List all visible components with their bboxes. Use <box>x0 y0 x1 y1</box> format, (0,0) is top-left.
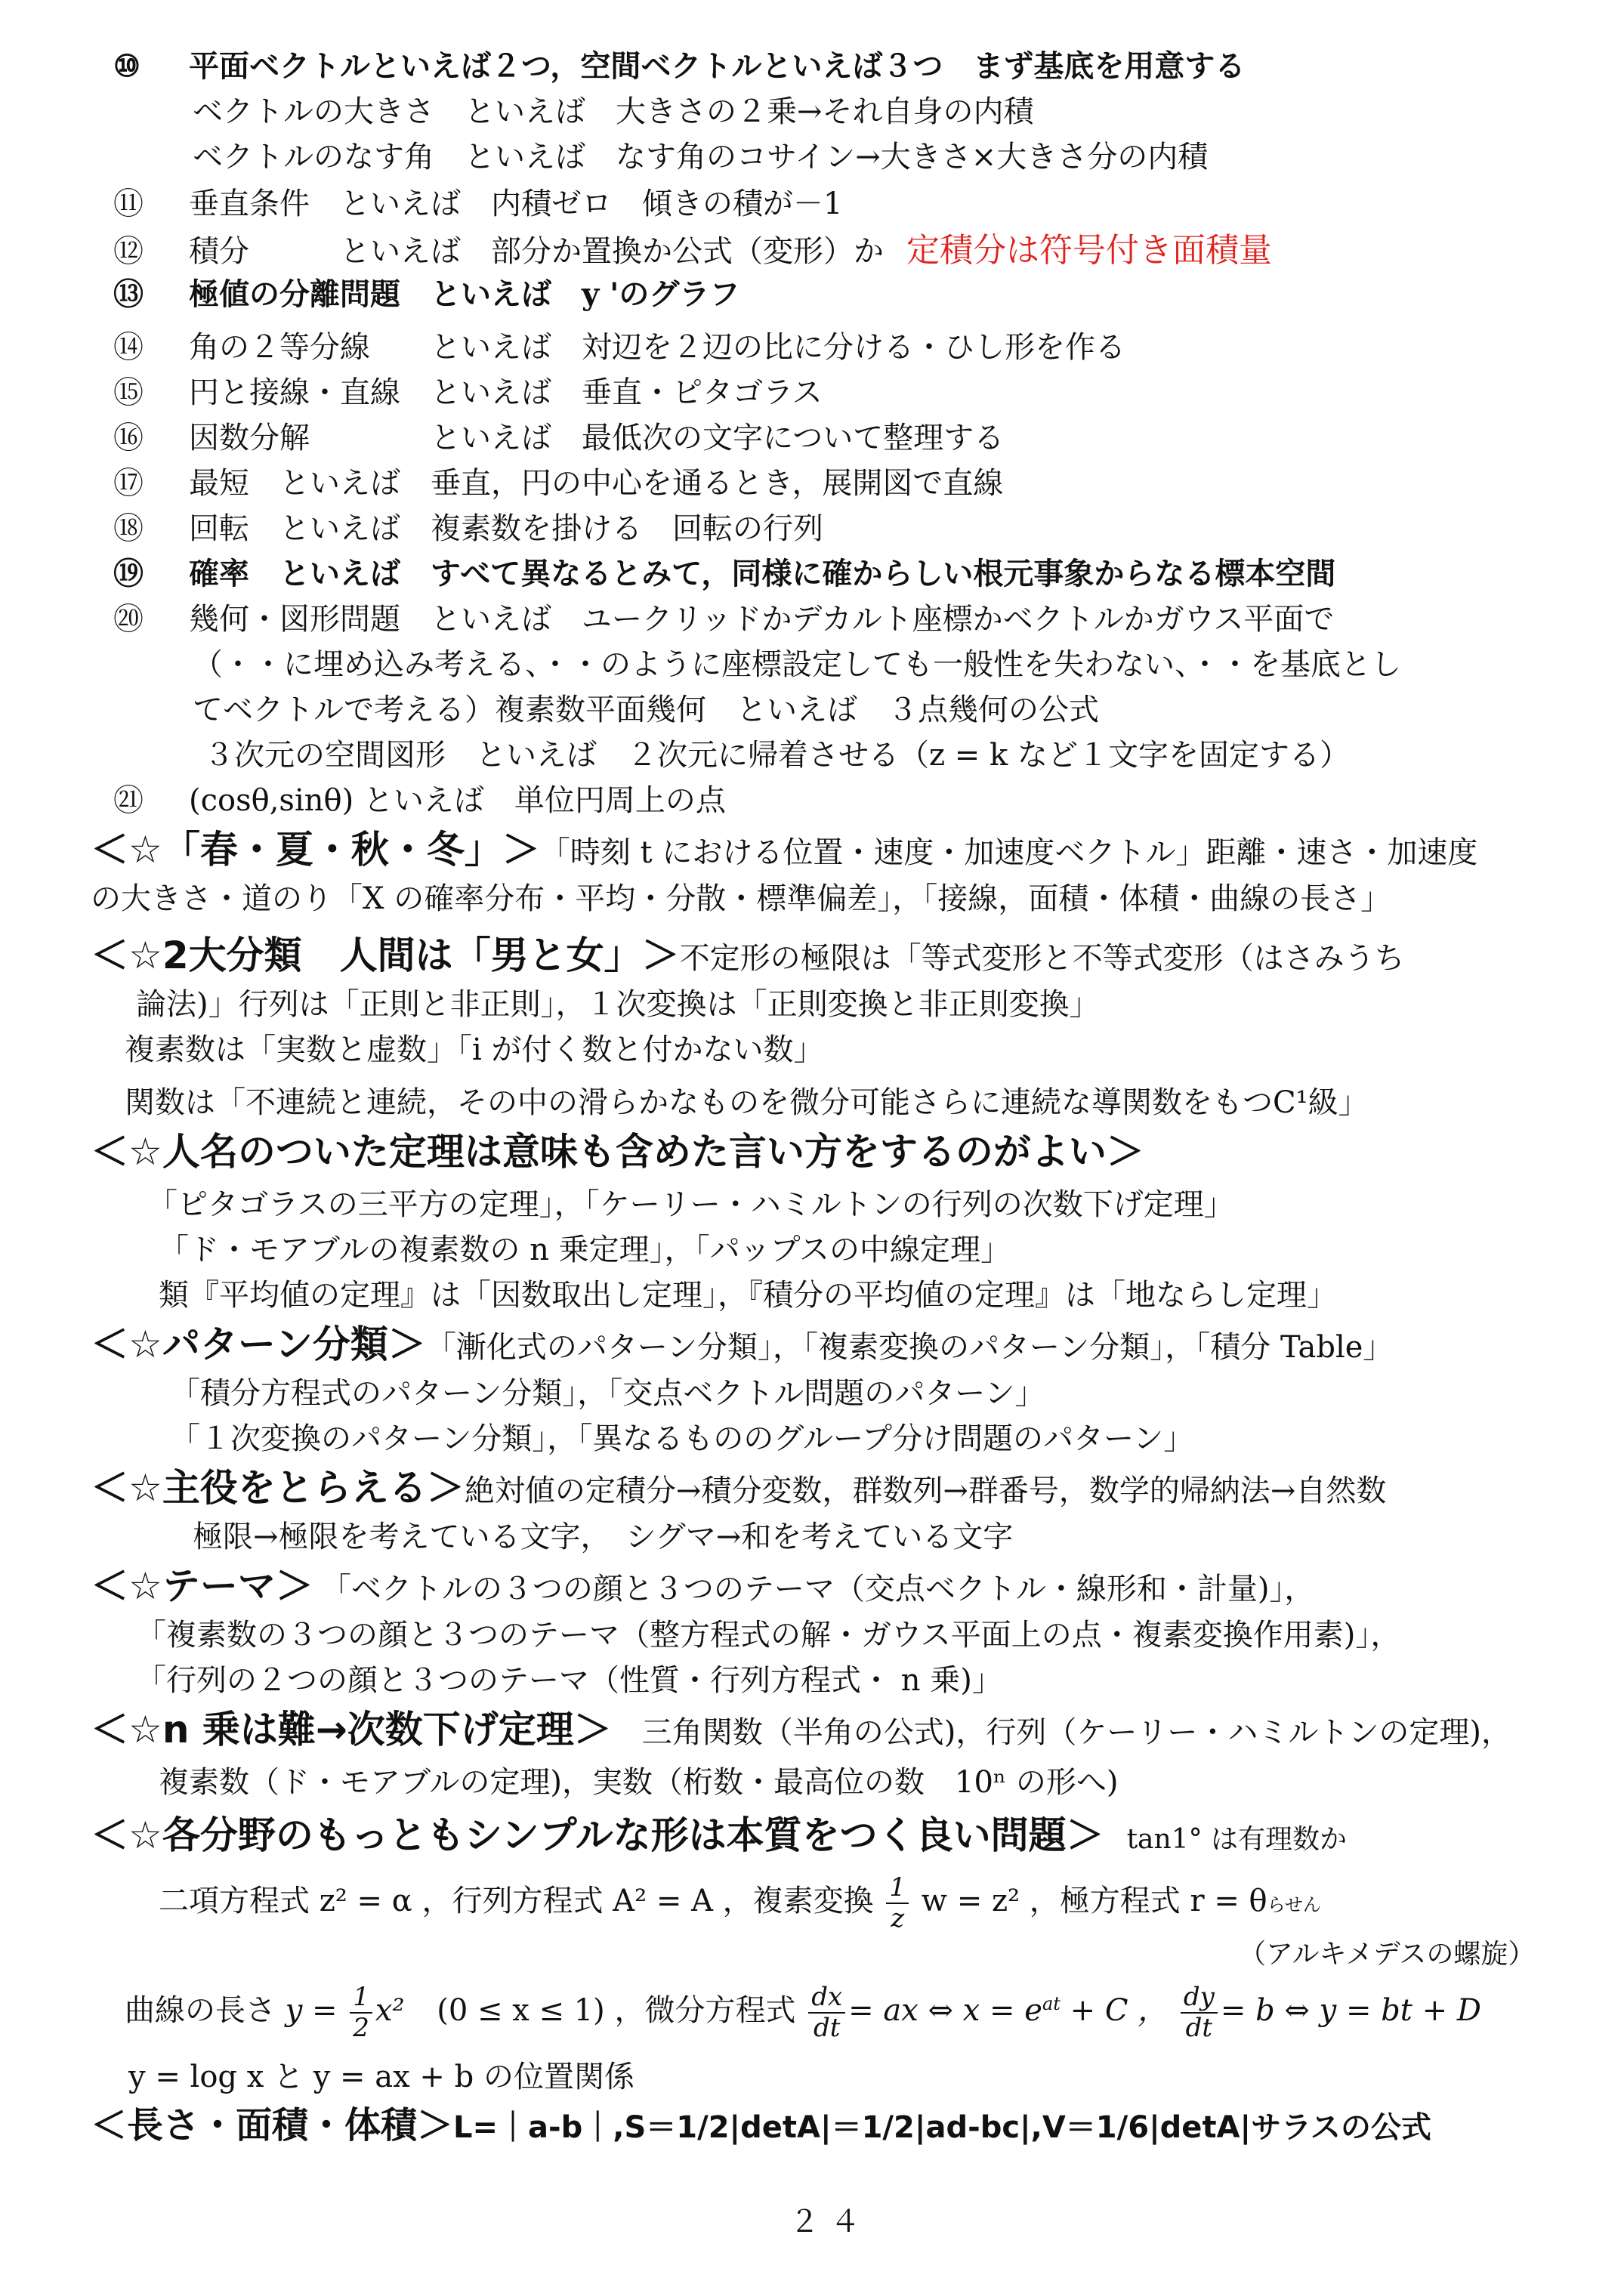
item-10-line-2 <box>193 94 1034 129</box>
equation-text: w = z² ，極方程式 r = θ <box>921 1884 1267 1919</box>
section-text: 「ピタゴラスの三平方の定理」，「ケーリー・ハミルトンの行列の次数下げ定理」 <box>147 1187 1234 1222</box>
item-text: 積分 といえば 部分か置換か公式（変形）か <box>189 234 884 269</box>
equation-line-3: y = log x と y = ax + b の位置関係 <box>128 2060 634 2094</box>
item-text: ベクトルの大きさ といえば 大きさの２乗→それ自身の内積 <box>193 94 1034 129</box>
item-20-line-2 <box>193 647 1401 682</box>
item-text: （・・に埋め込み考える、・・のように座標設定しても一般性を失わない、・・を基底とし <box>193 647 1401 682</box>
section-simple-forms <box>91 1813 1348 1857</box>
item-17 <box>113 466 1004 501</box>
equation-text: = b ⇔ y = bt + D <box>1220 1993 1481 2029</box>
section-patterns <box>91 1322 1394 1366</box>
item-number: ⑫ <box>113 234 144 269</box>
item-text: ベクトルのなす角 といえば なす角のコサイン→大きさ×大きさ分の内積 <box>193 140 1209 174</box>
section-text: 複素数（ド・モアブルの定理)，実数（桁数・最高位の数 10ⁿ の形へ) <box>159 1765 1119 1800</box>
item-text: 因数分解 といえば 最低次の文字について整理する <box>189 421 1005 455</box>
item-text: てベクトルで考える）複素数平面幾何 といえば ３点幾何の公式 <box>193 693 1099 727</box>
section-text: tan1° は有理数か <box>1126 1824 1348 1855</box>
item-20 <box>113 602 1335 637</box>
item-number: ⑰ <box>113 466 144 501</box>
section-text: 「時刻 t における位置・速度・加速度ベクトル」距離・速さ・加速度 <box>539 835 1478 870</box>
item-text: 垂直条件 といえば 内積ゼロ 傾きの積が－1 <box>189 187 843 221</box>
section-heading: ＜☆主役をとらえる＞ <box>91 1466 465 1510</box>
section-length-area-volume <box>91 2104 1431 2146</box>
item-19 <box>113 556 1336 591</box>
item-12 <box>113 231 1272 270</box>
section-text: 複素数は「実数と虚数」「i が付く数と付かない数」 <box>125 1032 824 1067</box>
item-number: ⑱ <box>113 511 144 546</box>
item-10-line-3 <box>193 142 1208 172</box>
item-14 <box>113 332 1125 363</box>
item-text: 角の２等分線 といえば 対辺を２辺の比に分ける・ひし形を作る <box>189 330 1125 365</box>
section-heading: ＜☆各分野のもっともシンプルな形は本質をつく良い問題＞ <box>91 1813 1104 1857</box>
fraction-dx-dt: $\frac{dx}{dt}$ <box>808 1983 845 2043</box>
section-text: 関数は「不連続と連続，その中の滑らかなものを微分可能さらに連続な導関数をもつC¹級」 <box>125 1085 1369 1120</box>
section-heading: ＜☆2大分類 人間は「男と女」＞ <box>91 934 680 977</box>
fraction-one-half: $\frac{1}{2}$ <box>350 1983 372 2043</box>
section-text: 三角関数（半角の公式)，行列（ケーリー・ハミルトンの定理)， <box>641 1715 1511 1750</box>
section-text: 「漸化式のパターン分類」，「複素変換のパターン分類」，「積分 Table」 <box>425 1330 1394 1365</box>
section-text: 類『平均値の定理』は「因数取出し定理」，『積分の平均値の定理』は「地ならし定理」 <box>159 1278 1337 1313</box>
equation-text: = ax ⇔ x = e <box>848 1993 1042 2029</box>
item-21 <box>113 785 726 816</box>
section-seasons <box>91 828 1478 872</box>
section-themes <box>91 1564 1315 1608</box>
item-number: ㉑ <box>113 783 144 818</box>
equation-line-1 <box>159 1873 1321 1933</box>
item-number: ⑬ <box>113 276 144 312</box>
item-text: 極値の分離問題 といえば y 'のグラフ <box>189 276 740 312</box>
equation-note: （アルキメデスの螺旋） <box>1239 1939 1536 1970</box>
equation-text: + C ， <box>1070 1993 1169 2029</box>
fraction-one-over-z: $\frac{1}{z}$ <box>886 1873 909 1933</box>
section-text: L=｜a-b｜,S＝1/2|detA|＝1/2|ad-bc|,V＝1/6|detA|サラスの公式 <box>453 2110 1431 2145</box>
section-text: 「ド・モアブルの複素数の n 乗定理」，「パップスの中線定理」 <box>159 1233 1011 1267</box>
item-15 <box>113 375 823 410</box>
section-main-role <box>91 1466 1387 1510</box>
section-text: 「積分方程式のパターン分類」，「交点ベクトル問題のパターン」 <box>170 1376 1045 1411</box>
item-number: ⑲ <box>113 556 144 591</box>
section-text: 論法)」行列は「正則と非正則」，１次変換は「正則変換と非正則変換」 <box>136 987 1100 1022</box>
item-text: 平面ベクトルといえば２つ，空間ベクトルといえば３つ まず基底を用意する <box>189 48 1246 84</box>
item-10 <box>113 48 1246 84</box>
section-text: 「複素数の３つの顔と３つのテーマ（整方程式の解・ガウス平面上の点・複素変換作用素)」， <box>136 1618 1401 1653</box>
item-text: 回転 といえば 複素数を掛ける 回転の行列 <box>189 511 823 546</box>
item-text: 確率 といえば すべて異なるとみて，同様に確からしい根元事象からなる標本空間 <box>189 556 1336 591</box>
section-text: 絶対値の定積分→積分変数，群数列→群番号，数学的帰納法→自然数 <box>464 1474 1387 1508</box>
item-16 <box>113 423 1004 453</box>
item-text: (cosθ,sinθ) といえば 単位円周上の点 <box>189 783 726 818</box>
item-18 <box>113 511 823 546</box>
item-highlight: 定積分は符号付き面積量 <box>906 231 1272 270</box>
item-text: 最短 といえば 垂直，円の中心を通るとき，展開図で直線 <box>189 466 1004 501</box>
item-number: ⑪ <box>113 187 144 221</box>
section-heading: ＜☆人名のついた定理は意味も含めた言い方をするのがよい＞ <box>91 1130 1144 1174</box>
item-number: ⑳ <box>113 602 144 637</box>
fraction-dy-dt: $\frac{dy}{dt}$ <box>1181 1983 1218 2043</box>
item-20-line-4 <box>204 738 1350 773</box>
section-text: の大きさ・道のり「X の確率分布・平均・分散・標準偏差」，「接線，面積・体積・曲線の長さ」 <box>91 881 1391 916</box>
page-number: ２４ <box>789 2205 871 2239</box>
item-11 <box>113 189 842 219</box>
section-heading: ＜☆パターン分類＞ <box>91 1322 426 1366</box>
section-text: 不定形の極限は「等式変形と不等式変形（はさみうち <box>679 941 1405 976</box>
section-heading: ＜長さ・面積・体積＞ <box>91 2104 454 2146</box>
item-13 <box>113 276 740 312</box>
section-two-classes <box>91 934 1405 977</box>
equation-text: 曲線の長さ <box>125 1993 276 2029</box>
section-heading: ＜☆n 乗は難→次数下げ定理＞ <box>91 1708 612 1751</box>
item-text: 幾何・図形問題 といえば ユークリッドかデカルト座標かベクトルかガウス平面で <box>189 602 1335 637</box>
equation-subscript: らせん <box>1267 1894 1321 1916</box>
item-20-line-3 <box>193 695 1099 725</box>
equation-text: 二項方程式 z² = α ，行列方程式 A² = A ，複素変換 <box>159 1884 874 1919</box>
section-heading: ＜☆「春・夏・秋・冬」＞ <box>91 828 540 872</box>
item-text: ３次元の空間図形 といえば ２次元に帰着させる（z = k など１文字を固定する） <box>204 738 1350 773</box>
item-number: ⑮ <box>113 375 144 410</box>
section-text: 「行列の２つの顔と３つのテーマ（性質・行列方程式・ n 乗)」 <box>136 1663 1002 1698</box>
item-number: ⑩ <box>113 48 140 84</box>
equation-line-2: 曲線の長さ y = $\frac{1}{2}$ x² (0 ≤ x ≤ 1) ，微分方程式 $\frac{dx}{dt}$ = ax ⇔ $x = e^{at} + C$ ， $\frac{dy}{dt}$ = b ⇔ y = bt + D <box>125 1982 1481 2044</box>
section-text: 「ベクトルの３つの顔と３つのテーマ（交点ベクトル・線形和・計量)」， <box>320 1572 1315 1606</box>
equation-text: (0 ≤ x ≤ 1) ，微分方程式 <box>437 1993 796 2029</box>
section-text: 極限→極限を考えている文字， シグマ→和を考えている文字 <box>193 1520 1014 1554</box>
section-text: 「１次変換のパターン分類」，「異なるもののグループ分け問題のパターン」 <box>170 1421 1194 1456</box>
item-text: 円と接線・直線 といえば 垂直・ピタゴラス <box>189 375 823 410</box>
item-number: ⑯ <box>113 421 144 455</box>
section-heading: ＜☆テーマ＞ <box>91 1564 313 1608</box>
section-power <box>91 1708 1511 1751</box>
item-number: ⑭ <box>113 330 144 365</box>
